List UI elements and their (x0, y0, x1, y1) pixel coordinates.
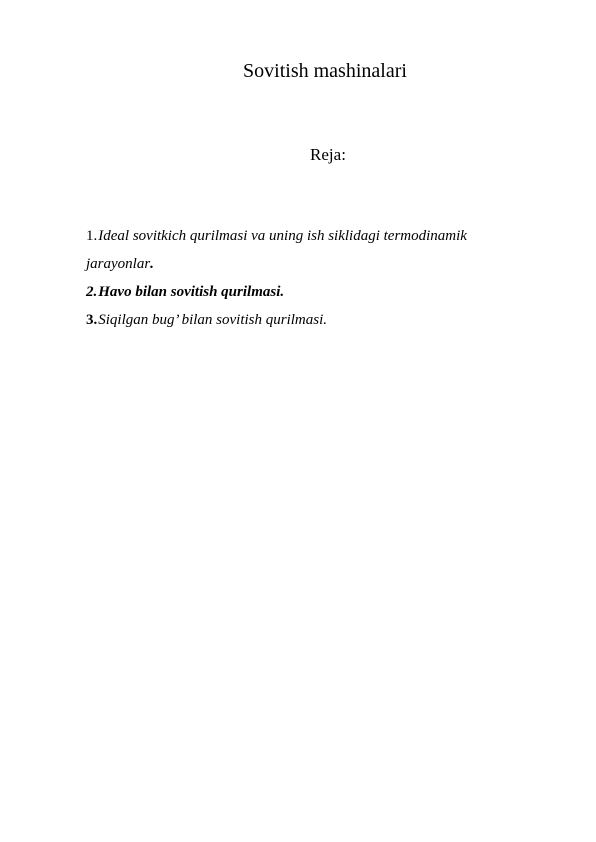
plan-item-1 (86, 222, 526, 250)
document-title: Sovitish mashinalari (243, 60, 407, 82)
plan-item-1-continuation (86, 250, 526, 278)
plan-item-continuation-end: . (150, 256, 154, 272)
plan-item-text: Ideal sovitkich qurilmasi va uning ish siklidagi termodinamik (98, 228, 467, 244)
plan-item-2 (86, 278, 526, 306)
plan-item-continuation-text: jarayonlar (86, 256, 151, 272)
plan-item-3 (86, 306, 526, 334)
plan-item-number: 3. (86, 312, 98, 328)
plan-item-number: 2. (86, 284, 98, 300)
plan-item-text: Havo bilan sovitish qurilmasi. (98, 284, 285, 300)
plan-heading: Reja: (310, 145, 346, 164)
plan-item-text: Siqilgan bug’ bilan sovitish qurilmasi. (98, 312, 328, 328)
plan-list (86, 222, 526, 334)
plan-item-number: 1. (86, 228, 98, 244)
